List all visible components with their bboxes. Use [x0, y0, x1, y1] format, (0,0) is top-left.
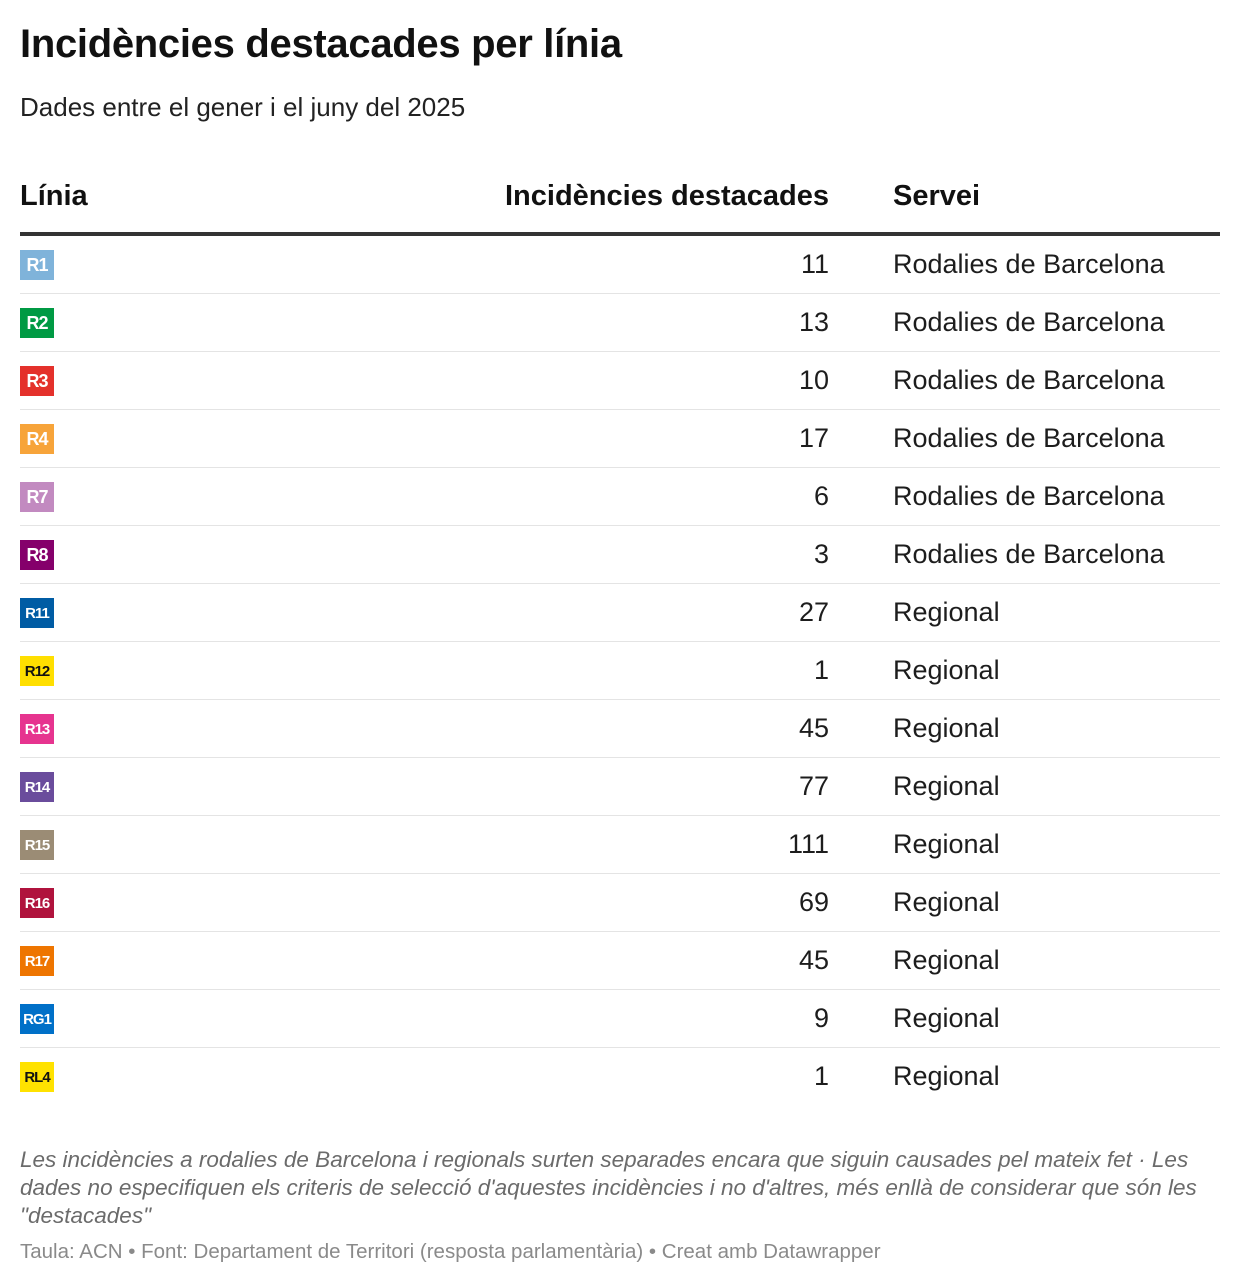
table-row [20, 642, 1220, 700]
table-header [20, 172, 1220, 236]
incident-count: 10 [798, 365, 829, 395]
service-name: Regional [893, 829, 1000, 859]
table-row [20, 700, 1220, 758]
table-row [20, 1048, 1220, 1105]
chart-notes: Les incidències a rodalies de Barcelona i regionals surten separades encara que siguin causades pel mateix fet · Les dades no especifiquen els criteris de selecció d'aquestes incidències i no d'altres, més enllà de considerar que són les "destacades" [20, 1147, 1197, 1228]
chart-title: Incidències destacades per línia [20, 22, 622, 66]
service-name: Rodalies de Barcelona [893, 481, 1165, 511]
line-badge: R2 [20, 308, 54, 338]
line-badge: R17 [20, 946, 54, 976]
incident-count: 17 [798, 423, 829, 453]
service-name: Rodalies de Barcelona [893, 249, 1165, 279]
service-name: Rodalies de Barcelona [893, 365, 1165, 395]
chart-footer: Taula: ACN • Font: Departament de Territori (resposta parlamentària) • Creat amb Datawrapper [20, 1240, 881, 1263]
table-row [20, 932, 1220, 990]
line-badge: RG1 [20, 1004, 54, 1034]
incident-count: 13 [798, 307, 829, 337]
data-table [20, 172, 1220, 1105]
table-row [20, 236, 1220, 294]
table-body [20, 236, 1220, 1105]
line-badge: RL4 [20, 1062, 54, 1092]
incident-count: 3 [813, 539, 829, 569]
service-name: Regional [893, 1003, 1000, 1033]
incident-count: 77 [798, 771, 829, 801]
line-badge: R8 [20, 540, 54, 570]
incident-count: 1 [813, 1061, 829, 1091]
incident-count: 111 [787, 829, 829, 859]
service-name: Regional [893, 1061, 1000, 1091]
table-row [20, 468, 1220, 526]
table-row [20, 294, 1220, 352]
line-badge: R1 [20, 250, 54, 280]
column-header-line[interactable]: Línia [20, 180, 88, 212]
service-name: Regional [893, 713, 1000, 743]
service-name: Regional [893, 655, 1000, 685]
service-name: Regional [893, 771, 1000, 801]
service-name: Regional [893, 887, 1000, 917]
service-name: Rodalies de Barcelona [893, 423, 1165, 453]
incident-count: 11 [800, 249, 829, 279]
line-badge: R11 [20, 598, 54, 628]
incident-count: 69 [798, 887, 829, 917]
table-row [20, 352, 1220, 410]
table-row [20, 990, 1220, 1048]
line-badge: R4 [20, 424, 54, 454]
incident-count: 45 [798, 713, 829, 743]
incident-count: 6 [813, 481, 829, 511]
line-badge: R16 [20, 888, 54, 918]
column-header-service[interactable]: Servei [893, 180, 981, 212]
service-name: Regional [893, 945, 1000, 975]
table-row [20, 526, 1220, 584]
line-badge: R12 [20, 656, 54, 686]
table-row [20, 584, 1220, 642]
incident-count: 9 [813, 1003, 829, 1033]
incident-count: 27 [798, 597, 829, 627]
table-row [20, 410, 1220, 468]
line-badge: R7 [20, 482, 54, 512]
table-row [20, 874, 1220, 932]
line-badge: R15 [20, 830, 54, 860]
service-name: Regional [893, 597, 1000, 627]
incident-count: 1 [813, 655, 829, 685]
incident-count: 45 [798, 945, 829, 975]
service-name: Rodalies de Barcelona [893, 307, 1165, 337]
service-name: Rodalies de Barcelona [893, 539, 1165, 569]
table-row [20, 816, 1220, 874]
column-header-count[interactable]: Incidències destacades [505, 180, 829, 212]
line-badge: R14 [20, 772, 54, 802]
table-row [20, 758, 1220, 816]
chart-subtitle: Dades entre el gener i el juny del 2025 [20, 92, 466, 122]
line-badge: R3 [20, 366, 54, 396]
line-badge: R13 [20, 714, 54, 744]
